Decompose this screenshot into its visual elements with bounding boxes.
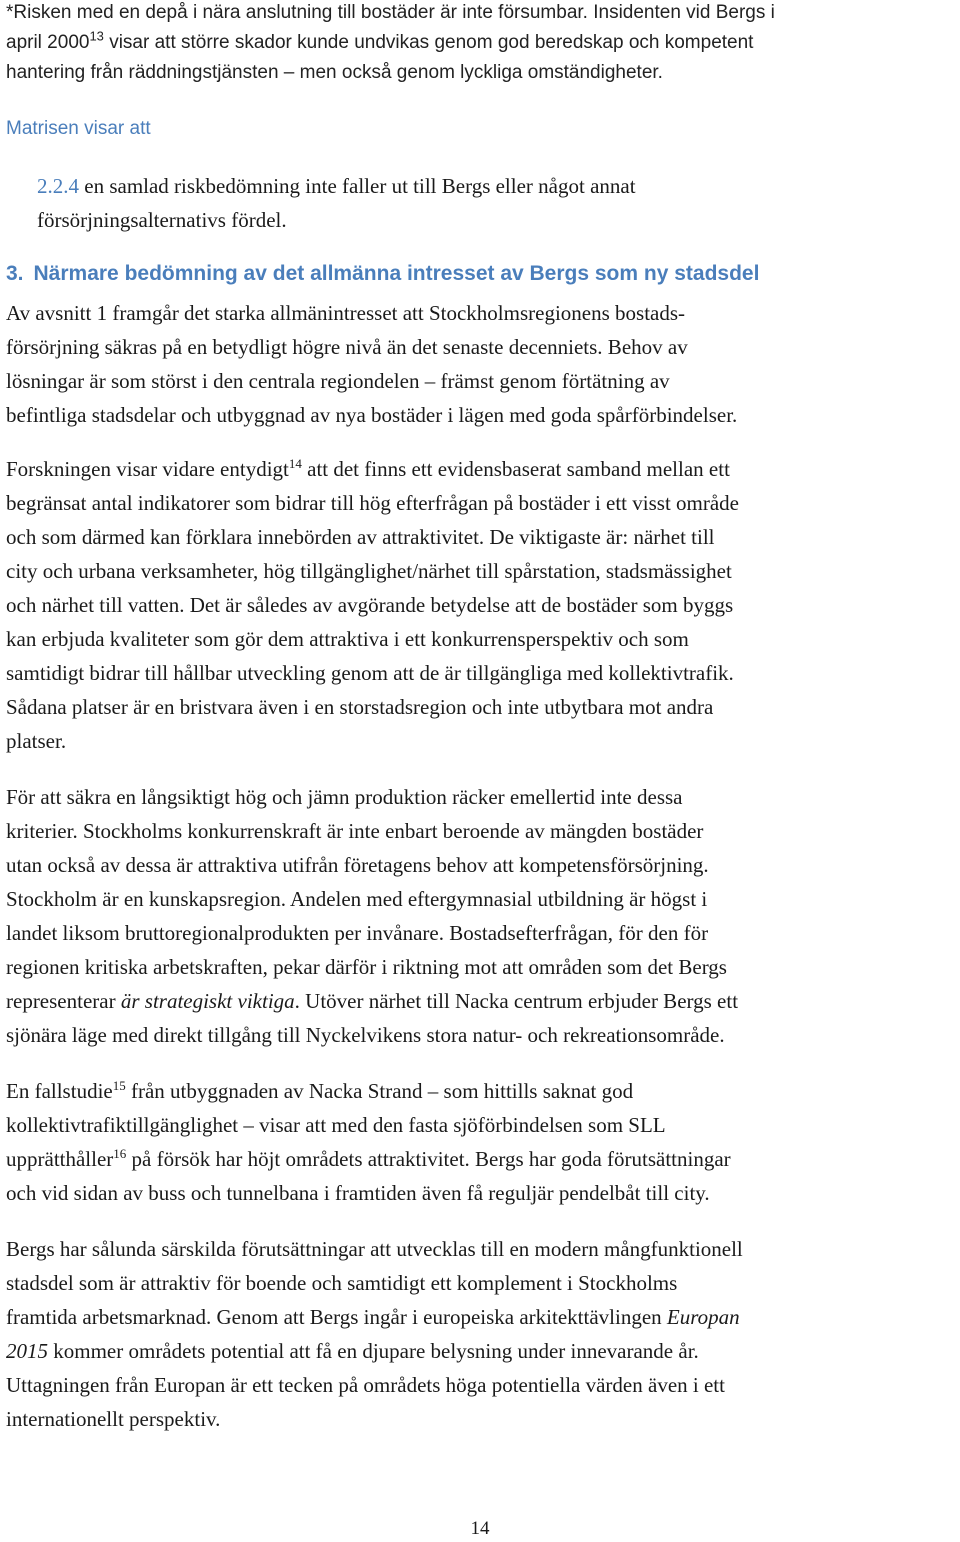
text-line: och vid sidan av buss och tunnelbana i framtiden även få reguljär pendelbåt till city. — [6, 1181, 710, 1205]
text-line: Bergs har sålunda särskilda förutsättningar att utvecklas till en modern mångfunktionell — [6, 1237, 743, 1261]
text-line: befintliga stadsdelar och utbyggnad av nya bostäder i lägen med goda spårförbindelser. — [6, 403, 738, 427]
text-segment: att det finns ett evidensbaserat samband mellan ett — [301, 457, 730, 481]
text-line: sjönära läge med direkt tillgång till Nyckelvikens stora natur- och rekreationsområde. — [6, 1023, 725, 1047]
text-line — [37, 169, 917, 203]
text-segment: visar att större skador kunde undvikas genom god beredskap och kompetent — [103, 32, 754, 53]
body-paragraph — [6, 1232, 956, 1436]
page-number: 14 — [470, 1518, 490, 1539]
item-number: 2.2.4 — [37, 174, 79, 198]
text-line: För att säkra en långsiktigt hög och jämn produktion räcker emellertid inte dessa — [6, 785, 683, 809]
text-segment: från utbyggnaden av Nacka Strand – som hittills saknat god — [125, 1079, 634, 1103]
text-segment: Forskningen visar vidare entydigt — [6, 457, 289, 481]
text-line: och närhet till vatten. Det är således av avgörande betydelse att de bostäder som byggs — [6, 593, 734, 617]
text-line: hantering från räddningstjänsten – men också genom lyckliga omständigheter. — [6, 62, 663, 83]
text-line — [6, 452, 954, 486]
text-segment: på försök har höjt områdets attraktivitet. Bergs har goda förutsättningar — [126, 1147, 731, 1171]
text-line — [6, 984, 954, 1018]
text-line: regionen kritiska arbetskraften, pekar därför i riktning mot att områden som det Bergs — [6, 955, 727, 979]
text-segment: . Utöver närhet till Nacka centrum erbjuder Bergs ett — [294, 989, 739, 1013]
text-segment: en samlad riskbedömning inte faller ut till Bergs eller något annat — [79, 174, 636, 198]
text-line: begränsat antal indikatorer som bidrar till hög efterfrågan på bostäder i ett visst område — [6, 491, 740, 515]
text-line: landet liksom bruttoregionalprodukten per invånare. Bostadsefterfrågan, för den för — [6, 921, 709, 945]
body-paragraph — [6, 296, 954, 432]
emphasis: Europan — [666, 1305, 740, 1329]
text-line: internationellt perspektiv. — [6, 1407, 221, 1431]
text-line: Uttagningen från Europan är ett tecken på områdets höga potentiella värden även i ett — [6, 1373, 725, 1397]
text-line: samtidigt bidrar till hållbar utveckling genom att de är tillgängliga med kollektivtrafik. — [6, 661, 734, 685]
text-line: kollektivtrafiktillgänglighet – visar att med den fasta sjöförbindelsen som SLL — [6, 1113, 666, 1137]
text-line: Av avsnitt 1 framgår det starka allmänintresset att Stockholmsregionens bostads- — [6, 301, 686, 325]
footnote-paragraph — [6, 0, 946, 88]
text-segment: upprätthåller — [6, 1147, 114, 1171]
text-line: city och urbana verksamheter, hög tillgänglighet/närhet till spårstation, stadsmässighet — [6, 559, 732, 583]
body-paragraph — [6, 780, 954, 1052]
text-segment: representerar — [6, 989, 121, 1013]
text-line: försörjningsalternativs fördel. — [37, 208, 287, 232]
text-line — [6, 1074, 954, 1108]
text-line — [6, 1300, 956, 1334]
text-line — [6, 1334, 956, 1368]
text-line: och som därmed kan förklara innebörden av attraktivitet. De viktigaste är: närhet till — [6, 525, 715, 549]
text-line: Sådana platser är en bristvara även i en storstadsregion och inte utbytbara mot andra — [6, 695, 714, 719]
text-segment: april 2000 — [6, 32, 90, 53]
text-line: lösningar är som störst i den centrala regiondelen – främst genom förtätning av — [6, 369, 670, 393]
emphasis: är strategiskt viktiga — [120, 989, 295, 1013]
text-segment: En fallstudie — [6, 1079, 113, 1103]
footnote-marker: 14 — [288, 456, 302, 471]
text-line: Stockholm är en kunskapsregion. Andelen med eftergymnasial utbildning är högst i — [6, 887, 708, 911]
text-line: platser. — [6, 729, 67, 753]
footnote-marker: 13 — [89, 28, 104, 44]
text-line — [6, 28, 946, 58]
text-line: stadsdel som är attraktiv för boende och samtidigt ett komplement i Stockholms — [6, 1271, 678, 1295]
text-segment: framtida arbetsmarknad. Genom att Bergs ingår i europeiska arkitekttävlingen — [6, 1305, 667, 1329]
body-paragraph — [6, 452, 954, 758]
text-line: kriterier. Stockholms konkurrenskraft är inte enbart beroende av mängden bostäder — [6, 819, 704, 843]
emphasis: 2015 — [6, 1339, 48, 1363]
body-paragraph — [6, 1074, 954, 1210]
text-line — [6, 1142, 954, 1176]
footnote-marker: 16 — [113, 1146, 127, 1161]
section-title: Närmare bedömning av det allmänna intresset av Bergs som ny stadsdel — [33, 262, 760, 285]
text-line: *Risken med en depå i nära anslutning till bostäder är inte försumbar. Insidenten vid Bergs i — [6, 2, 775, 23]
text-line: försörjning säkras på en betydligt högre nivå än det senaste decenniets. Behov av — [6, 335, 688, 359]
text-line: utan också av dessa är attraktiva utifrån företagens behov att kompetensförsörjning. — [6, 853, 709, 877]
matrix-intro: Matrisen visar att — [6, 118, 151, 139]
text-line: kan erbjuda kvaliteter som gör dem attraktiva i ett konkurrensperspektiv och som — [6, 627, 689, 651]
section-number: 3. — [6, 262, 24, 285]
text-segment: kommer områdets potential att få en djupare belysning under innevarande år. — [48, 1339, 699, 1363]
section-heading — [6, 258, 946, 290]
footnote-marker: 15 — [112, 1078, 126, 1093]
matrix-item — [37, 169, 917, 237]
